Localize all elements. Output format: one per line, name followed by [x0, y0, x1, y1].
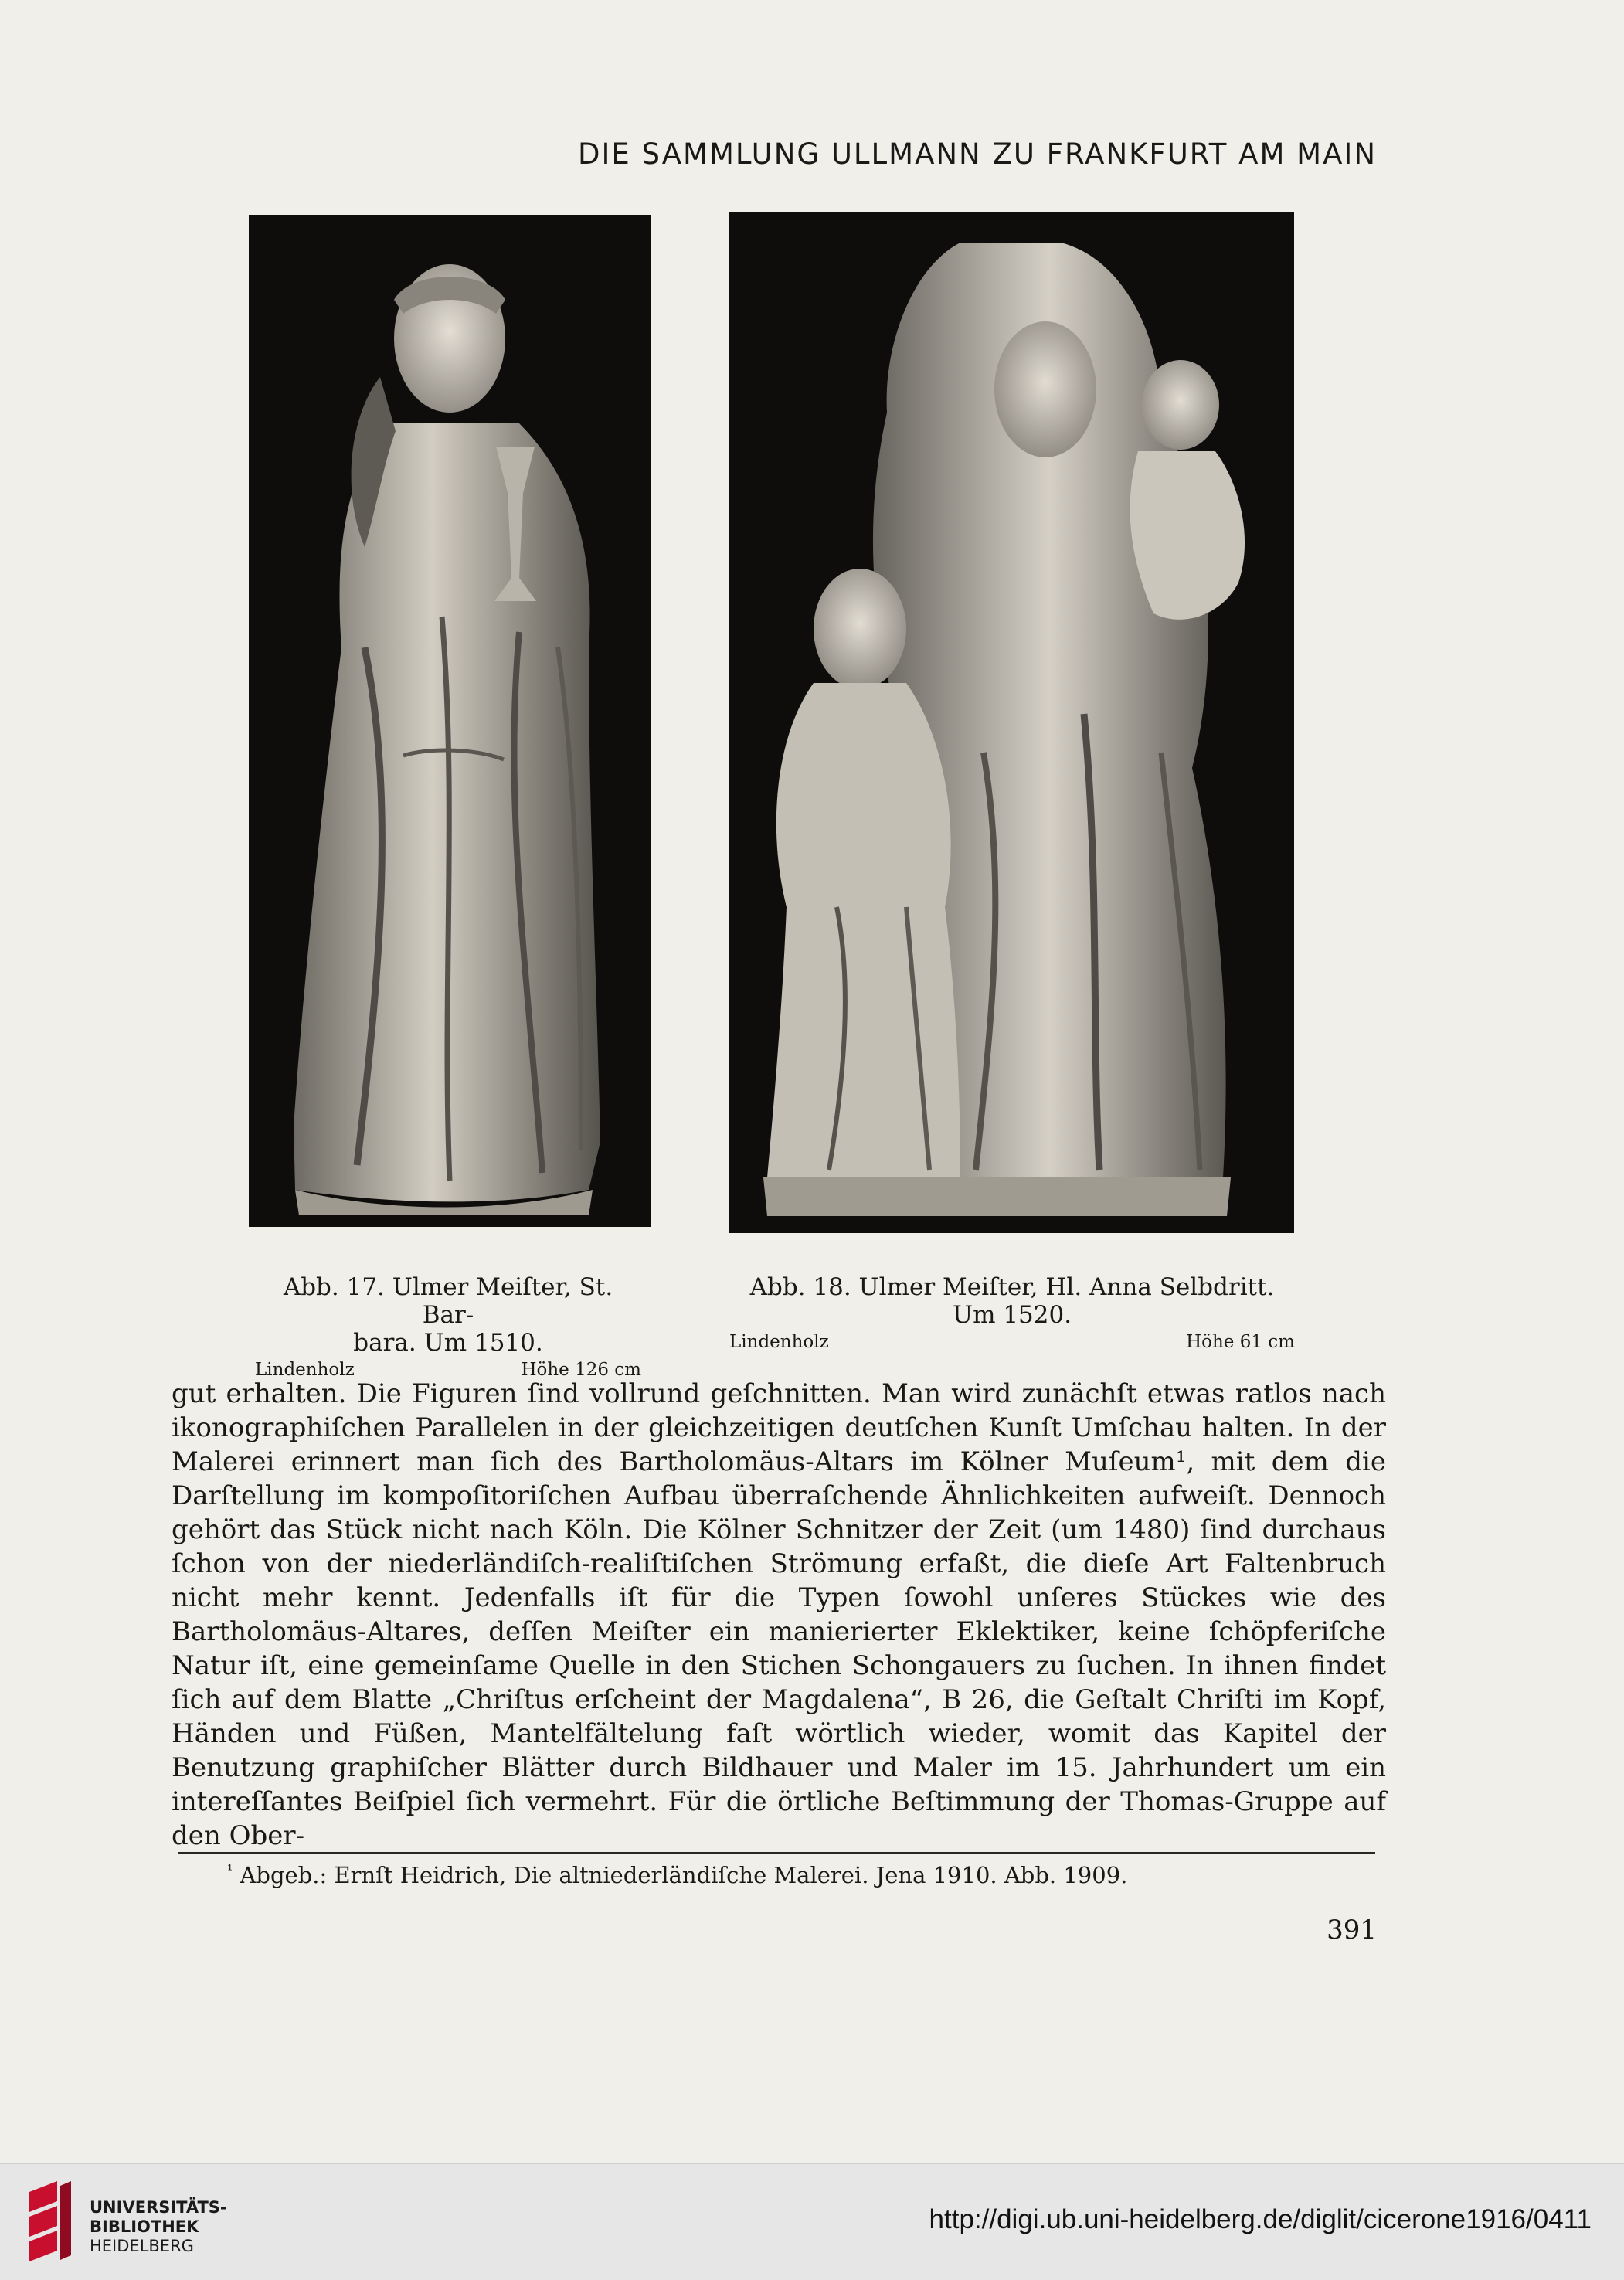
footnote-marker: ¹: [227, 1862, 233, 1879]
library-name-line-1: UNIVERSITÄTS-: [90, 2198, 227, 2217]
footer-bar: [0, 2163, 1624, 2280]
figure-18-photo: [729, 212, 1294, 1233]
library-name-line-2: BIBLIOTHEK: [90, 2217, 199, 2236]
body-paragraph: gut erhalten. Die Figuren ſind vollrund geſchnitten. Man wird zunächſt etwas ratlos nach ikonographiſchen Parallelen in der gleichzeitigen deutſchen Kunſt Umſchau halten. In der Malerei erinnert man ſich des Bartholomäus-Altars im Kölner Muſeum¹, mit dem die Darſtellung im kompoſitoriſchen Aufbau überraſchende Ähnlichkeiten aufweiſt. Dennoch gehört das Stück nicht nach Köln. Die Kölner Schnitzer der Zeit (um 1480) ſind durchaus ſchon von der niederländiſch-realiſtiſchen Strömung erfaßt, die dieſe Art Faltenbruch nicht mehr kennt. Jedenfalls iſt für die Typen ſowohl unſeres Stückes wie des Bartholomäus-Altares, deſſen Meiſter ein manierierter Eklektiker, keine ſchöpferiſche Natur iſt, eine gemeinſame Quelle in den Stichen Schongauers zu ſuchen. In ihnen findet ſich auf dem Blatte „Chriſtus erſcheint der Magdalena“, B 26, die Geſtalt Chriſti im Kopf, Händen und Füßen, Mantelfältelung faſt wörtlich wieder, womit das Kapitel der Benutzung graphiſcher Blätter durch Bildhauer und Maler im 15. Jahrhundert um ein intereſſantes Beiſpiel ſich vermehrt. Für die örtliche Beſtimmung der Thomas-Gruppe auf den Ober-: [172, 1378, 1386, 1851]
page-number: 391: [1327, 1915, 1377, 1945]
figure-17-material: Lindenholz: [255, 1360, 355, 1380]
figure-17-caption: [255, 1273, 641, 1380]
footnote-text: Abgeb.: Ernſt Heidrich, Die altniederländiſche Malerei. Jena 1910. Abb. 1909.: [240, 1862, 1128, 1888]
running-title: DIE SAMMLUNG ULLMANN ZU FRANKFURT AM MAIN: [578, 138, 1377, 171]
source-url-link[interactable]: http://digi.ub.uni-heidelberg.de/diglit/cicerone1916/0411: [929, 2204, 1592, 2234]
figure-18-material: Lindenholz: [729, 1332, 829, 1352]
figure-18-caption-title: Abb. 18. Ulmer Meiſter, Hl. Anna Selbdritt. Um 1520.: [749, 1273, 1275, 1329]
library-name: [90, 2198, 227, 2256]
footnote: [227, 1862, 1371, 1888]
body-text: [172, 1377, 1386, 1853]
figure-17-caption-title: Abb. 17. Ulmer Meiſter, St. Bar- bara. Um 1510.: [283, 1273, 613, 1357]
library-name-line-3: HEIDELBERG: [90, 2237, 194, 2255]
ub-heidelberg-logo-icon: [22, 2178, 76, 2265]
footnote-rule: [178, 1852, 1375, 1854]
figure-18-height: Höhe 61 cm: [1186, 1332, 1295, 1352]
figure-17-photo: [249, 215, 651, 1227]
figure-17-height: Höhe 126 cm: [521, 1360, 641, 1380]
figure-18-caption: [729, 1273, 1295, 1352]
